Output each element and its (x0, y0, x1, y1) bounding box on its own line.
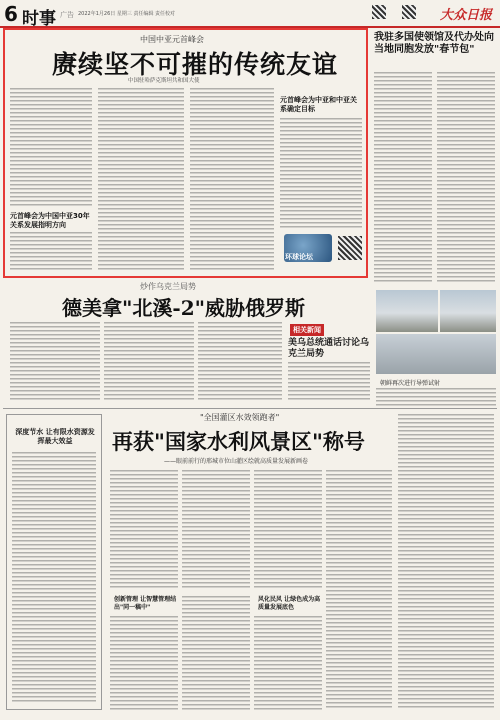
article-text-block (398, 414, 494, 710)
left-box-title: 深度节水 让有限水资源发挥最大效益 (15, 428, 95, 445)
article-text-block (288, 362, 370, 400)
bottom-story-headline: 再获"国家水利风景区"称号 (112, 429, 365, 454)
article-text-block (10, 232, 92, 270)
qr-code-icon (372, 5, 386, 19)
article-text-block (10, 322, 100, 400)
masthead (0, 0, 500, 28)
ad-label: 广告 (60, 11, 74, 19)
bottom-story-subtitle: ——眼前前行的邢城市位山灌区绘就高质量发展新画卷 (164, 458, 309, 465)
article-text-block (198, 322, 282, 400)
article-text-block (326, 470, 392, 710)
top-story-byline: 中国驻哈萨克斯坦共和国大使 (128, 78, 200, 84)
article-text-block (190, 88, 274, 270)
section-divider (3, 408, 497, 409)
article-text-block (98, 88, 184, 270)
related-news-badge: 相关新闻 (290, 324, 324, 336)
top-story-kicker: 中国中亚元首峰会 (140, 35, 204, 44)
article-text-block (437, 72, 495, 282)
related-news-title: 美乌总统通话讨论乌克兰局势 (288, 338, 370, 359)
middle-story-headline: 德美拿"北溪-2"威胁俄罗斯 (62, 296, 306, 320)
article-text-block (254, 470, 322, 590)
missile-photo (376, 290, 438, 332)
article-text-block (110, 470, 178, 590)
article-text-block (376, 388, 496, 408)
section-title: 时事 (22, 9, 56, 29)
article-text-block (12, 452, 96, 704)
column-logo: 环球论坛 (285, 253, 313, 261)
article-text-block (110, 616, 178, 710)
middle-story-kicker: 炒作乌克兰局势 (140, 282, 196, 291)
top-story-headline: 赓续坚不可摧的传统友谊 (52, 50, 339, 79)
qr-code-icon (338, 236, 362, 260)
page-number: 6 (4, 2, 18, 26)
bottom-story-kicker: "全国灌区水效领跑者" (200, 413, 280, 422)
bottom-subhead: 创新管理 让智慧管理结出"同一稿中" (114, 596, 177, 611)
top-story-subhead: 元首峰会为中亚和中亚关系确定目标 (280, 96, 357, 113)
article-text-block (280, 118, 362, 230)
article-text-block (374, 72, 432, 282)
article-text-block (254, 616, 322, 710)
newspaper-logo: 大众日报 (440, 8, 493, 23)
photo-caption: 朝鲜再次进行导弹试射 (380, 380, 441, 387)
top-story-subhead: 元首峰会为中国中亚30年关系发展指明方向 (10, 212, 90, 229)
missile-photo (376, 334, 496, 374)
qr-code-icon (402, 5, 416, 19)
issue-meta: 2022年1月26日 星期三 责任编辑 责任校对 (78, 11, 176, 17)
side-story-headline: 我驻多国使领馆及代办处向当地同胞发放"春节包" (374, 32, 494, 55)
missile-photo (440, 290, 496, 332)
article-text-block (104, 322, 194, 400)
article-text-block (182, 596, 250, 710)
article-text-block (10, 88, 92, 208)
bottom-subhead: 风化民风 让绿色成为高质量发展底色 (258, 596, 321, 611)
article-text-block (182, 470, 250, 590)
